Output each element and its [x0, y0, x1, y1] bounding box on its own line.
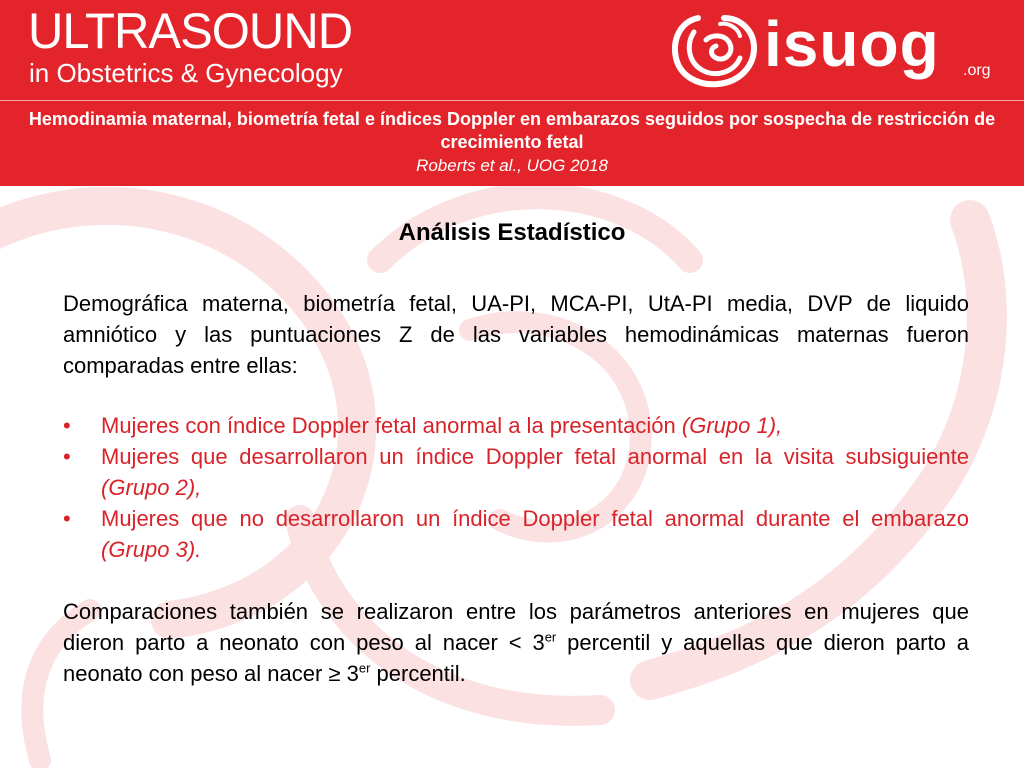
bullet-icon: • — [63, 413, 71, 438]
ordinal-superscript: er — [544, 629, 557, 645]
section-heading: Análisis Estadístico — [398, 219, 626, 246]
isuog-domain-suffix: .org — [963, 62, 991, 79]
isuog-emblem-icon — [668, 10, 764, 90]
closing-paragraph — [63, 596, 969, 689]
isuog-wordmark: isuog — [764, 8, 940, 80]
bullet-icon: • — [63, 506, 71, 531]
closing-text-2: percentil y aquellas que dieron parto a neonato con peso al nacer ≥ 3 — [63, 630, 969, 686]
header-divider — [0, 100, 1024, 101]
slide-content — [0, 186, 1024, 768]
closing-text-1: Comparaciones también se realizaron entre los parámetros anteriores en mujeres que dieron parto a neonato con peso al nacer < 3 — [63, 599, 969, 655]
closing-text-3: percentil. — [370, 661, 466, 686]
group-label: (Grupo 1), — [681, 413, 783, 438]
journal-title: ULTRASOUND — [28, 3, 353, 59]
group-item-1 — [63, 410, 969, 441]
group-text: Mujeres que no desarrollaron un índice Doppler fetal anormal durante el embarazo — [101, 506, 969, 531]
study-citation: Roberts et al., UOG 2018 — [416, 156, 608, 175]
ordinal-superscript: er — [358, 660, 371, 676]
header-banner — [0, 0, 1024, 186]
group-text: Mujeres que desarrollaron un índice Doppler fetal anormal en la visita subsiguiente — [101, 444, 969, 469]
group-text: Mujeres con índice Doppler fetal anormal a la presentación — [101, 413, 682, 438]
study-title: Hemodinamia maternal, biometría fetal e índices Doppler en embarazos seguidos por sospecha de restricción de crecimiento fetal — [28, 109, 996, 152]
group-item-3 — [63, 503, 969, 565]
group-label: (Grupo 3). — [101, 537, 202, 562]
isuog-logo — [668, 6, 1008, 94]
group-item-2 — [63, 441, 969, 503]
group-list — [63, 410, 969, 565]
bullet-icon: • — [63, 444, 71, 469]
intro-paragraph: Demográfica materna, biometría fetal, UA-PI, MCA-PI, UtA-PI media, DVP de liquido amniótico y las puntuaciones Z de las variables hemodinámicas maternas fueron comparadas entre ellas: — [63, 291, 969, 378]
journal-subtitle: in Obstetrics & Gynecology — [29, 58, 343, 88]
group-label: (Grupo 2), — [101, 475, 202, 500]
